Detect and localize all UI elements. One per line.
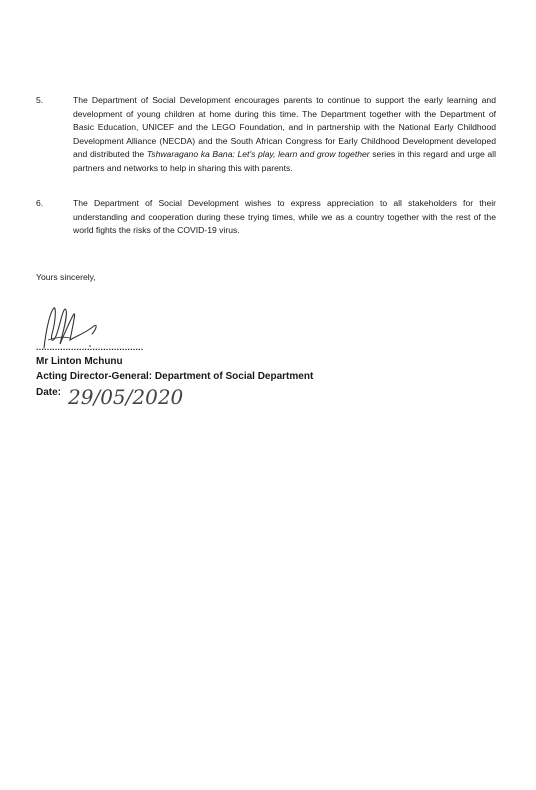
signatory-name: Mr Linton Mchunu xyxy=(36,356,123,367)
handwritten-date-text: 29/05/2020 xyxy=(68,385,184,409)
date-label: Date: xyxy=(36,387,62,398)
paragraph-text xyxy=(73,94,496,176)
paragraph-6 xyxy=(36,197,496,238)
paragraph-text-start: The Department of Social Development encourages parents to continue to support the early learning and development of young children at home during this time. The Department together with the Department of Basic Education, UNICEF and the LEGO Foundation, and in partnership with the National Early Childhood Development Alliance (NECDA) and the South African Congress for Early Childhood Development developed and distributed the xyxy=(73,95,496,160)
series-title: Tshwaragano ka Bana: Let's play, learn and grow together xyxy=(146,149,370,160)
paragraph-5 xyxy=(36,94,496,176)
paragraph-text-end: series in this regard and urge all partners and networks to help in sharing this with parents. xyxy=(73,149,496,173)
paragraph-number: 6. xyxy=(36,198,44,208)
paragraph-text: The Department of Social Development wishes to express appreciation to all stakeholders for their understanding and cooperation during these trying times, while we as a country together with the rest of the world fights the risks of the COVID-19 virus. xyxy=(73,198,496,236)
handwritten-date xyxy=(66,378,196,420)
signatory-title: Acting Director-General: Department of Social Department xyxy=(36,371,314,382)
closing-salutation: Yours sincerely, xyxy=(36,272,96,282)
signature-line: ........................................ xyxy=(36,342,144,352)
paragraph-number: 5. xyxy=(36,95,44,105)
